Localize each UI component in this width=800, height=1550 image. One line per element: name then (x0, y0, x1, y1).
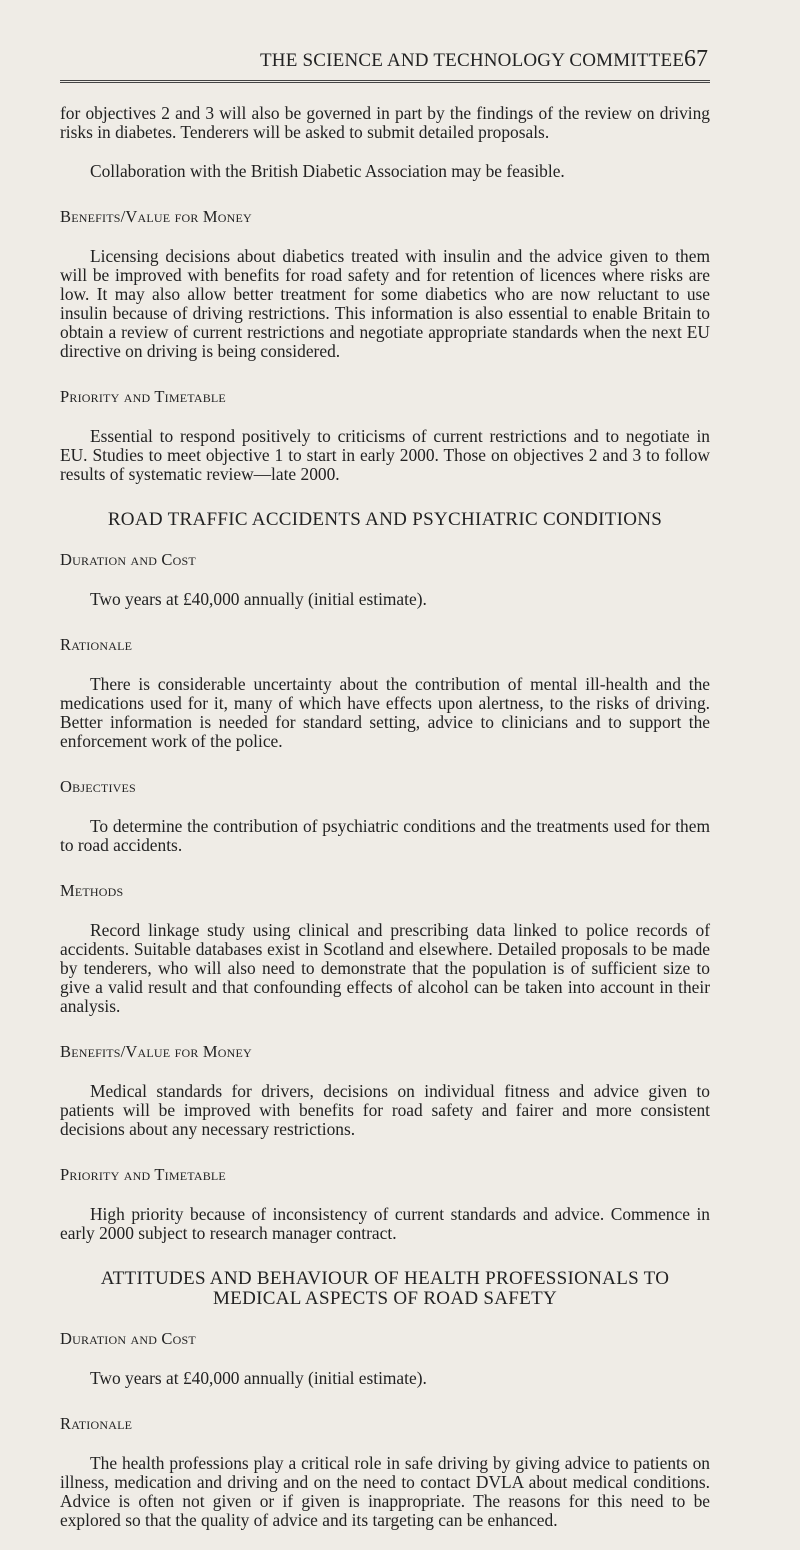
paragraph-duration-attitudes: Two years at £40,000 annually (initial estimate). (90, 1368, 427, 1388)
heading-benefits-psych: Benefits/Value for Money (60, 1042, 252, 1061)
paragraph-duration: Two years at £40,000 annually (initial estimate). (90, 589, 427, 609)
heading-priority-psych: Priority and Timetable (60, 1165, 226, 1184)
heading-methods: Methods (60, 881, 124, 900)
section-title-attitudes: ATTITUDES AND BEHAVIOUR OF HEALTH PROFESSIONALS TO MEDICAL ASPECTS OF ROAD SAFETY (100, 1268, 670, 1309)
heading-duration: Duration and Cost (60, 550, 196, 569)
heading-priority: Priority and Timetable (60, 387, 226, 406)
heading-objectives: Objectives (60, 777, 136, 796)
section-title-psychiatric: ROAD TRAFFIC ACCIDENTS AND PSYCHIATRIC CONDITIONS (107, 509, 663, 530)
paragraph-continued: for objectives 2 and 3 will also be governed in part by the findings of the review on driving risks in diabetes. Tenderers will be asked to submit detailed proposals. (60, 103, 710, 142)
paragraph-methods: Record linkage study using clinical and prescribing data linked to police records of accidents. Suitable databases exist in Scotland and elsewhere. Detailed proposals to be made by tenderers, who will also need to demonstrate that the population is of sufficient size to give a valid result and that confounding effects of alcohol can be taken into account in their analysis. (60, 920, 710, 1016)
page-number: 67 (684, 46, 708, 72)
heading-rationale: Rationale (60, 635, 133, 654)
header-rule (60, 80, 710, 83)
paragraph-benefits: Licensing decisions about diabetics treated with insulin and the advice given to them will be improved with benefits for road safety and for retention of licences where risks are low. It may also allow better treatment for some diabetics who are now reluctant to use insulin because of driving restrictions. This information is also essential to enable Britain to obtain a review of current restrictions and negotiate appropriate standards when the next EU directive on driving is being considered. (60, 246, 710, 361)
heading-benefits: Benefits/Value for Money (60, 207, 252, 226)
paragraph-priority-psych: High priority because of inconsistency of current standards and advice. Commence in early 2000 subject to research manager contract. (60, 1204, 710, 1243)
paragraph-rationale: There is considerable uncertainty about the contribution of mental ill-health and the medications used for it, many of which have effects upon alertness, to the risks of driving. Better information is needed for standard setting, advice to clinicians and to support the enforcement work of the police. (60, 674, 710, 751)
paragraph-rationale-attitudes: The health professions play a critical role in safe driving by giving advice to patients on illness, medication and driving and on the need to contact DVLA about medical conditions. Advice is often not given or if given is inappropriate. The reasons for this need to be explored so that the quality of advice and its targeting can be enhanced. (60, 1453, 710, 1530)
heading-duration-attitudes: Duration and Cost (60, 1329, 196, 1348)
body-text (60, 104, 710, 1550)
running-title: THE SCIENCE AND TECHNOLOGY COMMITTEE (260, 50, 685, 71)
paragraph-priority: Essential to respond positively to criticisms of current restrictions and to negotiate in EU. Studies to meet objective 1 to start in early 2000. Those on objectives 2 and 3 to follow results of systematic review—late 2000. (60, 426, 710, 484)
paragraph-objectives: To determine the contribution of psychiatric conditions and the treatments used for them to road accidents. (60, 816, 710, 855)
heading-rationale-attitudes: Rationale (60, 1414, 133, 1433)
paragraph-collaboration: Collaboration with the British Diabetic Association may be feasible. (90, 161, 565, 181)
paragraph-benefits-psych: Medical standards for drivers, decisions on individual fitness and advice given to patients will be improved with benefits for road safety and fairer and more consistent decisions about any necessary restrictions. (60, 1081, 710, 1139)
